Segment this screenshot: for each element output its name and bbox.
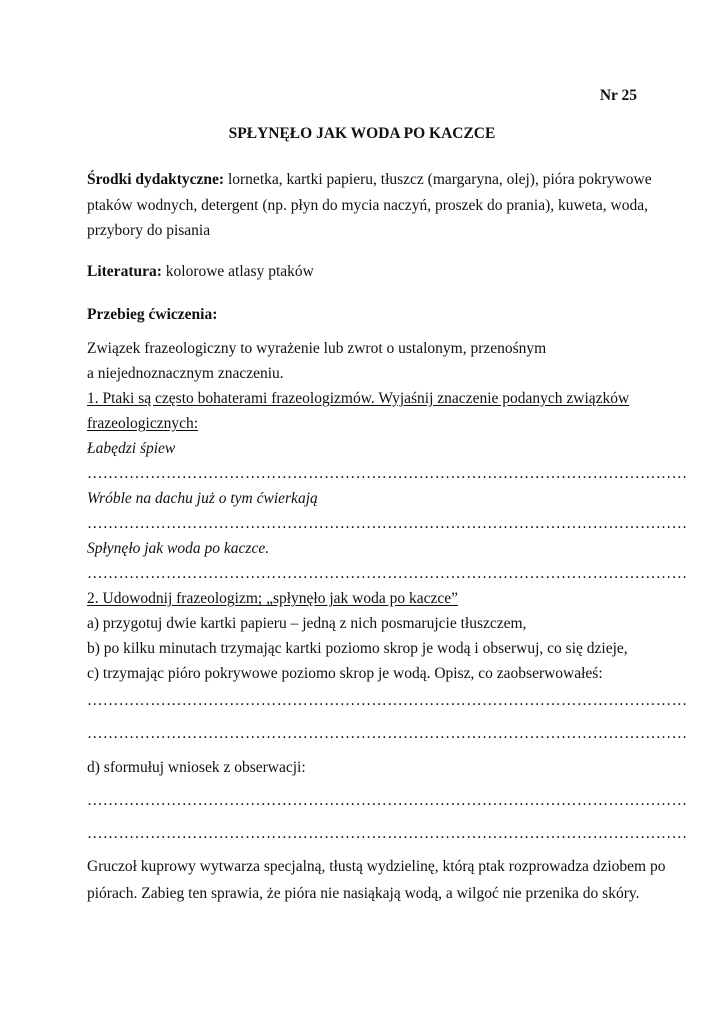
answer-line-6[interactable]: …………………………………………………………………………………………………… — [87, 792, 688, 809]
materials-line-2: ptaków wodnych, detergent (np. płyn do mycia naczyń, proszek do prania), kuweta, woda, — [87, 197, 648, 214]
intro-line-1: Związek frazeologiczny to wyrażenie lub zwrot o ustalonym, przenośnym — [87, 340, 547, 357]
step-b: b) po kilku minutach trzymając kartki poziomo skrop je wodą i obserwuj, co się dzieje, — [87, 640, 628, 657]
literature-text: kolorowe atlasy ptaków — [165, 263, 314, 280]
answer-line-4[interactable]: …………………………………………………………………………………………………… — [87, 692, 688, 709]
materials-line-3: przybory do pisania — [87, 222, 211, 239]
literature-label: Literatura: — [87, 263, 162, 280]
final-line-1: Gruczoł kuprowy wytwarza specjalną, tłustą wydzielinę, którą ptak rozprowadza dziobem po — [87, 858, 666, 875]
materials-label: Środki dydaktyczne: — [87, 171, 225, 188]
task-1-line-2: frazeologicznych: — [87, 415, 199, 432]
materials-line-1 — [87, 171, 652, 189]
step-a: a) przygotuj dwie kartki papieru – jedną z nich posmarujcie tłuszczem, — [87, 615, 527, 632]
procedure-heading: Przebieg ćwiczenia: — [87, 306, 218, 323]
phrase-2: Wróble na dachu już o tym ćwierkają — [87, 490, 318, 507]
step-c: c) trzymając pióro pokrywowe poziomo skrop je wodą. Opisz, co zaobserwowałeś: — [87, 665, 603, 682]
final-line-2: piórach. Zabieg ten sprawia, że pióra nie nasiąkają wodą, a wilgoć nie przenika do skóry. — [87, 885, 640, 902]
task-2-heading: 2. Udowodnij frazeologizm; „spłynęło jak woda po kaczce” — [87, 590, 459, 607]
answer-line-7[interactable]: …………………………………………………………………………………………………… — [87, 825, 688, 842]
materials-text-1: lornetka, kartki papieru, tłuszcz (margaryna, olej), pióra pokrywowe — [227, 171, 652, 188]
page-title: SPŁYNĘŁO JAK WODA PO KACZCE — [228, 125, 496, 142]
phrase-1: Łabędzi śpiew — [87, 440, 176, 457]
answer-line-5[interactable]: …………………………………………………………………………………………………… — [87, 725, 688, 742]
answer-line-3[interactable]: …………………………………………………………………………………………………… — [87, 565, 688, 582]
intro-line-2: a niejednoznacznym znaczeniu. — [87, 365, 284, 382]
step-d: d) sformułuj wniosek z obserwacji: — [87, 759, 306, 776]
literature-line — [87, 263, 314, 281]
phrase-3: Spłynęło jak woda po kaczce. — [87, 540, 270, 557]
answer-line-2[interactable]: …………………………………………………………………………………………………… — [87, 515, 688, 532]
exercise-number: Nr 25 — [599, 87, 637, 104]
task-1-line-1: 1. Ptaki są często bohaterami frazeologizmów. Wyjaśnij znaczenie podanych związków — [87, 390, 630, 407]
answer-line-1[interactable]: …………………………………………………………………………………………………… — [87, 465, 688, 482]
